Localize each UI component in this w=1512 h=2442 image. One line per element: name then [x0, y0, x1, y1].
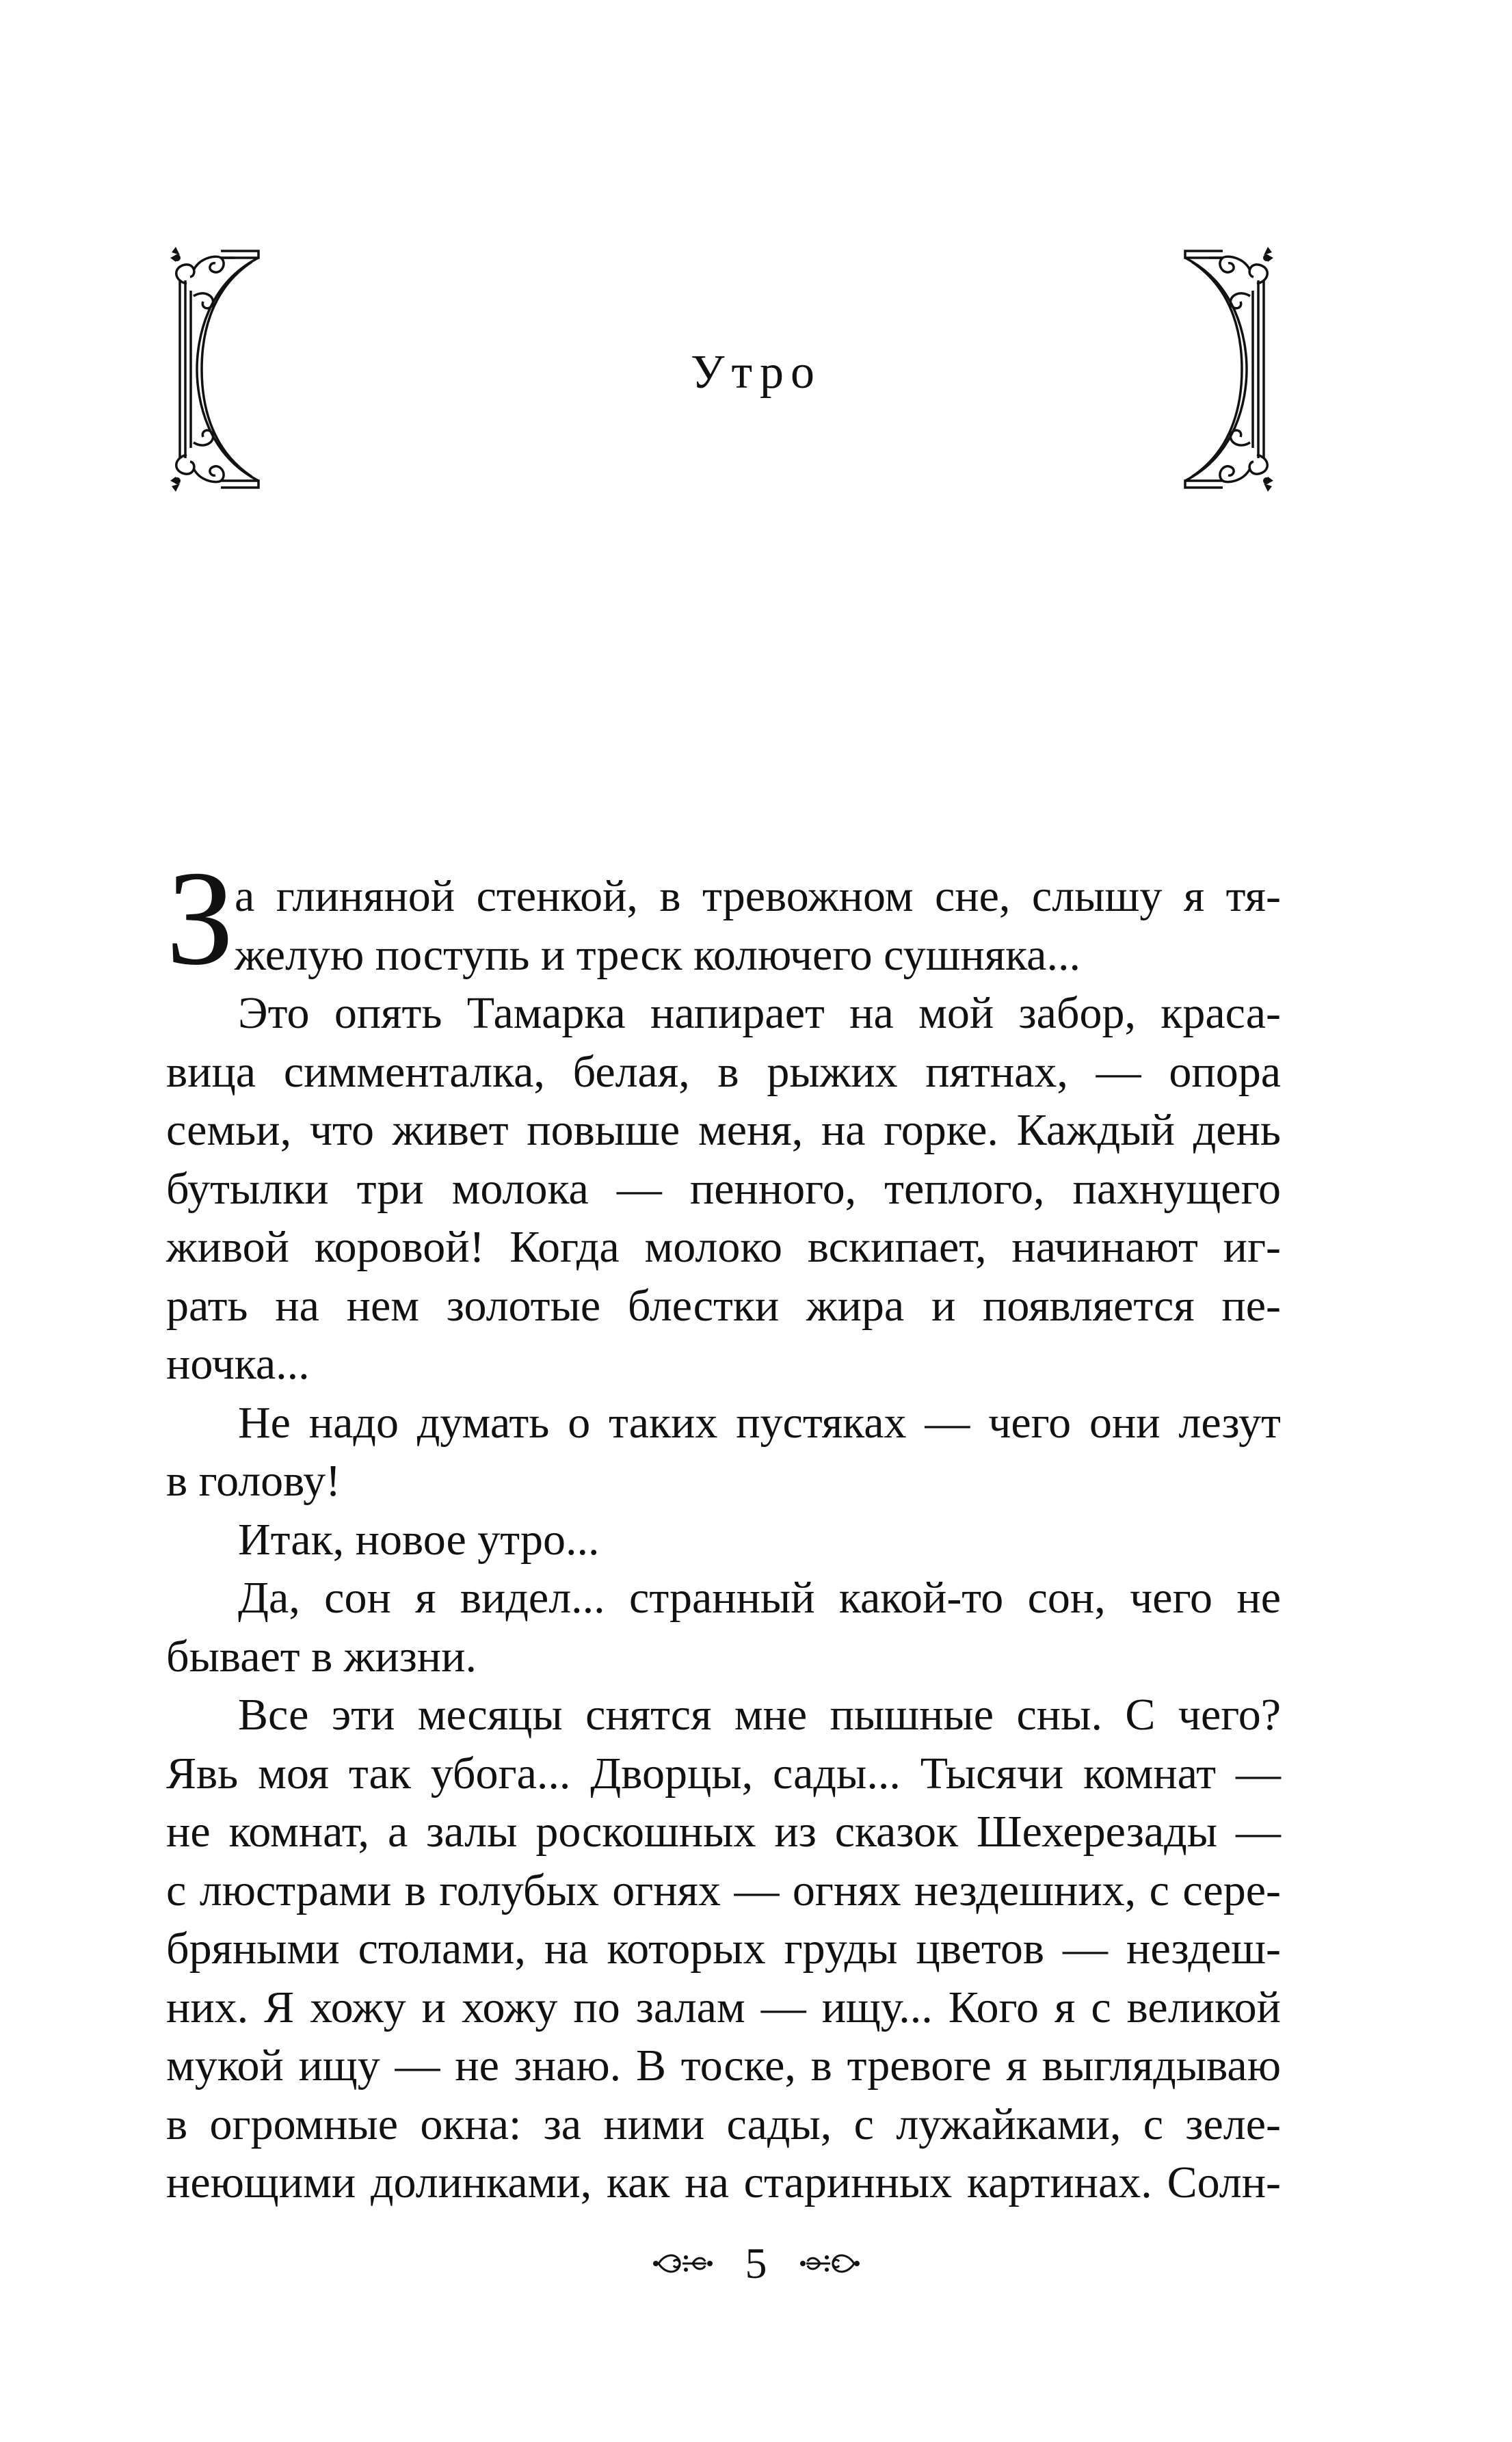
text-line: ночка... [166, 1339, 310, 1389]
text-line: Да, сон я видел... странный какой-то сон, чего не [238, 1573, 1281, 1623]
text-line: Явь моя так убога... Дворцы, сады... Тысячи комнат — [166, 1748, 1281, 1799]
text-line: неющими долинками, как на старинных картинах. Солн- [166, 2158, 1281, 2207]
text-line: мукой ищу — не знаю. В тоске, в тревоге я выглядываю [166, 2041, 1281, 2091]
text-line: рать на нем золотые блестки жира и появляется пе- [166, 1280, 1281, 1331]
chapter-title: Утро [690, 346, 821, 399]
flourish-left-icon [652, 2246, 717, 2281]
text-line: бывает в жизни. [166, 1631, 477, 1682]
ornament-frame-right [1141, 243, 1277, 496]
text-line: них. Я хожу и хожу по залам — ищу... Кого я с великой [166, 1982, 1281, 2032]
text-line: З а глиняной стенкой, в тревожном сне, слышу я тя- [166, 843, 1281, 993]
text-line: в голову! [166, 1456, 341, 1506]
text-line: семьи, что живет повыше меня, на горке. Каждый день [166, 1105, 1281, 1155]
text-line: Итак, новое утро... [238, 1514, 600, 1565]
text-line: вица симменталка, белая, в рыжих пятнах, — опора [166, 1046, 1281, 1097]
text-line: живой коровой! Когда молоко вскипает, начинают иг- [166, 1222, 1281, 1272]
flourish-right-icon [796, 2246, 861, 2281]
page-footer [0, 2236, 1512, 2291]
text-line: не комнат, а залы роскошных из сказок Шехерезады — [166, 1807, 1281, 1857]
page-number: 5 [745, 2239, 767, 2287]
chapter-body [166, 843, 1281, 2212]
text-line: бутылки три молока — пенного, теплого, пахнущего [166, 1163, 1281, 1214]
text-line: Все эти месяцы снятся мне пышные сны. С чего? [238, 1690, 1281, 1740]
text-line: Это опять Тамарка напирает на мой забор, краса- [238, 988, 1281, 1038]
text-line: бряными столами, на которых груды цветов — нездеш- [166, 1924, 1281, 1974]
dropcap-letter: З [166, 843, 235, 993]
text-line: желую поступь и треск колючего сушняка... [235, 929, 1080, 980]
text-line: в огромные окна: за ними сады, с лужайками, с зеле- [166, 2099, 1281, 2149]
text-line: Не надо думать о таких пустяках — чего они лезут [238, 1397, 1281, 1448]
text-line: с люстрами в голубых огнях — огнях нездешних, с сере- [166, 1865, 1281, 1915]
